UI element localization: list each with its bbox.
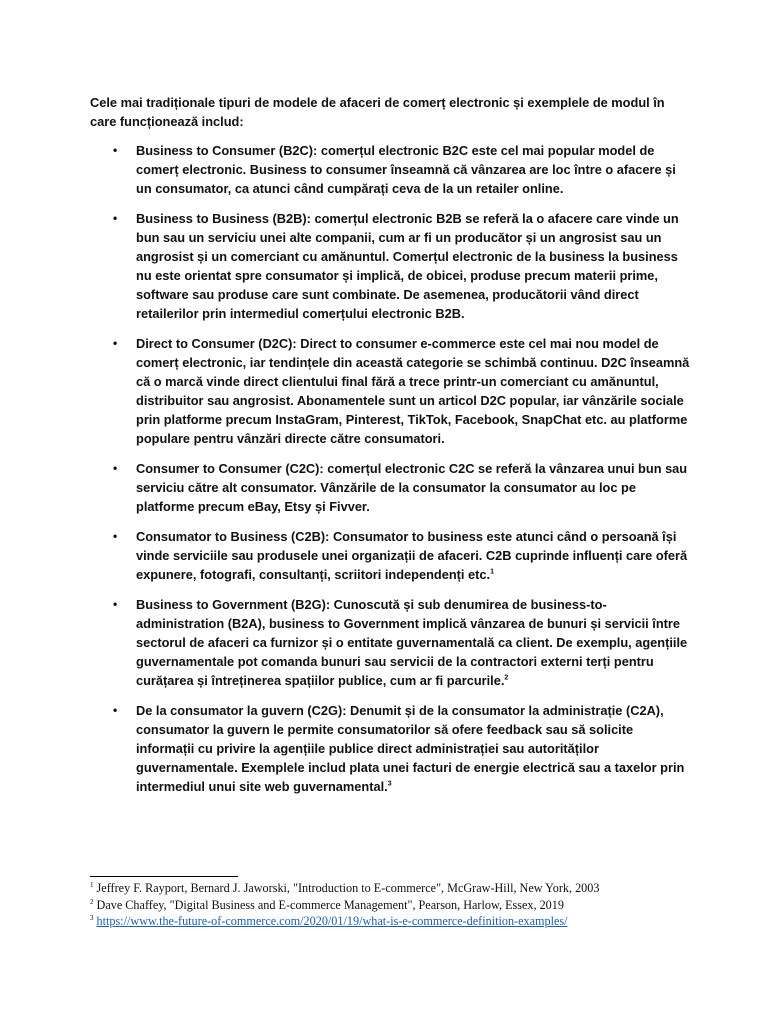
footnote-separator: [90, 876, 238, 877]
footnote-2: [90, 897, 710, 914]
bullet-icon: •: [113, 143, 118, 157]
footnote-text: Dave Chaffey, "Digital Business and E-commerce Management", Pearson, Harlow, Essex, 2019: [96, 897, 564, 912]
list-item-d2c: [90, 334, 690, 448]
footnote-link[interactable]: https://www.the-future-of-commerce.com/2020/01/19/what-is-e-commerce-definition-examples/: [96, 914, 568, 928]
list-item-c2b: [90, 527, 690, 584]
footnote-number: 1: [90, 880, 94, 889]
list-item-c2c: [90, 459, 690, 516]
list-item-text: De la consumator la guvern (C2G): Denumit și de la consumator la administrație (C2A), consumator la guvern le permite consumatorilor să ofere feedback sau să solicite informații cu privire la agențiile publice direct administrației sau autorităților guvernamentale. Exemplele includ plata unei facturi de energie electrică sau a taxelor prin intermediul unui site web guvernamental.: [136, 703, 685, 794]
footnote-3: [90, 913, 710, 930]
list-item-text: Business to Consumer (B2C): comerțul electronic B2C este cel mai popular model de comerț electronic. Business to consumer înseamnă că vânzarea are loc între o afacere și un consumator, ca atunci când cumpărați ceva de la un retailer online.: [136, 143, 676, 196]
list-item-b2g: [90, 595, 690, 690]
footnote-ref[interactable]: 2: [504, 674, 509, 682]
intro-paragraph: Cele mai tradiționale tipuri de modele de afaceri de comerț electronic și exemplele de modul în care funcționează includ:: [90, 95, 665, 129]
footnote-number: 2: [90, 897, 94, 906]
list-item-c2g: [90, 701, 690, 796]
footnote-number: 3: [90, 913, 94, 922]
business-models-list: [90, 141, 690, 796]
list-item-b2b: [90, 209, 690, 323]
list-item-text: Consumator to Business (C2B): Consumator to business este atunci când o persoană își vinde serviciile sau produsele unei organizații de afaceri. C2B cuprinde influenți care oferă expunere, fotografi, consultanți, scriitori independenți etc.: [136, 529, 688, 582]
footnote-ref[interactable]: 3: [387, 780, 392, 788]
bullet-icon: •: [113, 529, 118, 543]
footnotes-section: [90, 876, 710, 930]
list-item-text: Consumer to Consumer (C2C): comerțul electronic C2C se referă la vânzarea unui bun sau serviciu către alt consumator. Vânzările de la consumator la consumator au loc pe platforme precum eBay, Etsy și Fivver.: [136, 461, 688, 514]
footnote-text: Jeffrey F. Rayport, Bernard J. Jaworski, "Introduction to E-commerce", McGraw-Hill, New York, 2003: [96, 881, 600, 895]
list-item-text: Direct to Consumer (D2C): Direct to consumer e-commerce este cel mai nou model de comerț electronic, iar tendințele din această categorie se schimbă continuu. D2C înseamnă că o marcă vinde direct clientului final fără a trece printr-un comerciant cu amănuntul, distribuitor sau angrosist. Abonamentele sunt un articol D2C popular, iar vânzările sociale prin platforme precum InstaGram, Pinterest, TikTok, Facebook, SnapChat etc. au platforme populare pentru vânzări directe către consumatori.: [136, 336, 690, 446]
bullet-icon: •: [113, 703, 118, 717]
footnote-ref[interactable]: 1: [490, 568, 495, 576]
bullet-icon: •: [113, 461, 118, 475]
list-item-text: Business to Business (B2B): comerțul electronic B2B se referă la o afacere care vinde un bun sau un serviciu unei alte companii, cum ar fi un producător și un angrosist sau un angrosist și un comerciant cu amănuntul. Comerțul electronic de la business la business nu este orientat spre consumator și implică, de obicei, produse precum materii prime, software sau produse care sunt combinate. De asemenea, producătorii vând direct retailerilor prin intermediul comerțului electronic B2B.: [136, 211, 679, 321]
bullet-icon: •: [113, 597, 118, 611]
document-body: [90, 93, 690, 807]
footnote-1: [90, 880, 710, 897]
list-item-text: Business to Government (B2G): Cunoscută și sub denumirea de business-to-administration (B2A), business to Government implică vânzarea de bunuri și servicii între sectorul de afaceri ca furnizor și o entitate guvernamentală ca client. De exemplu, agențiile guvernamentale pot comanda bunuri sau servicii de la contractori externi terți pentru curățarea și întreținerea spațiilor publice, cum ar fi parcurile.: [136, 597, 688, 688]
list-item-b2c: [90, 141, 690, 198]
bullet-icon: •: [113, 211, 118, 225]
bullet-icon: •: [113, 336, 118, 350]
